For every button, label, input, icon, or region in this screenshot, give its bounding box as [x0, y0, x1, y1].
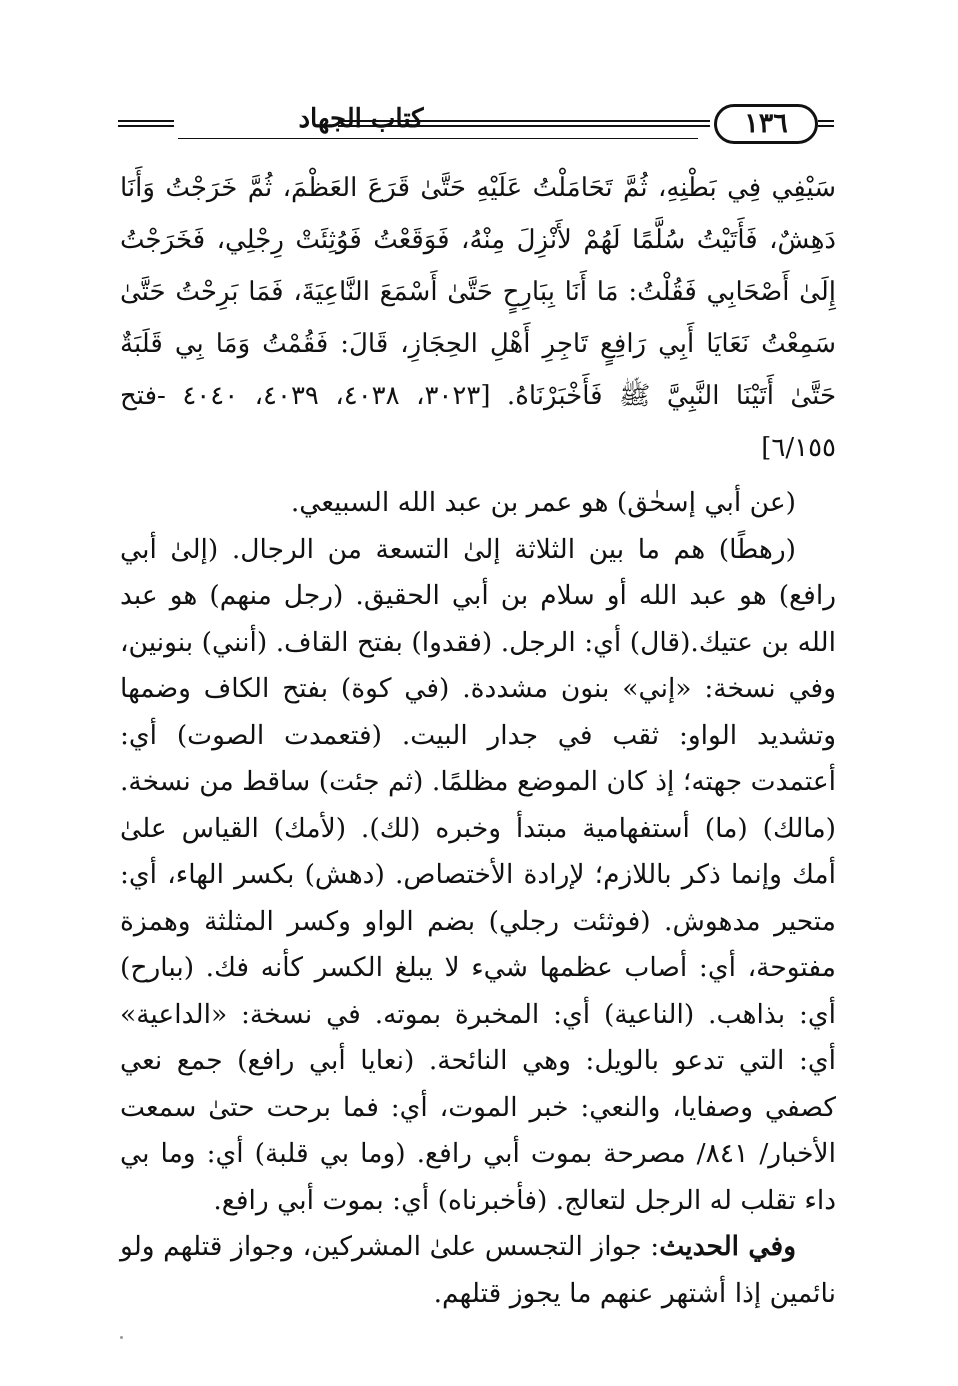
page-content [120, 162, 836, 1317]
header-rule-left [118, 120, 174, 127]
commentary-block [120, 480, 836, 1317]
conclusion-label: وفي الحديث [659, 1231, 796, 1262]
hadith-paragraph: سَيْفِي فِي بَطْنِهِ، ثُمَّ تَحَامَلْتُ عَلَيْهِ حَتَّىٰ قَرَعَ العَظْمَ، ثُمَّ خَرَجْتُ وَأَنَا دَهِشٌ، فَأَتَيْتُ سُلَّمًا لَهُمْ لأَنْزِلَ مِنْهُ، فَوَقَعْتُ فَوُثِئَتْ رِجْلِي، فَخَرَجْتُ إِلَىٰ أَصْحَابِي فَقُلْتُ: مَا أَنَا بِبَارِحٍ حَتَّىٰ أَسْمَعَ النَّاعِيَةَ، فَمَا بَرِحْتُ حَتَّىٰ سَمِعْتُ نَعَايَا أَبِي رَافِعٍ تَاجِرِ أَهْلِ الحِجَازِ، قَالَ: فَقُمْتُ وَمَا بِي قَلَبَةٌ حَتَّىٰ أَتَيْنَا النَّبِيَّ ﷺ فَأَخْبَرْنَاهُ. [٣٠٢٣، ٤٠٣٨، ٤٠٣٩، ٤٠٤٠ -فتح ٦/١٥٥] [120, 173, 837, 463]
conclusion-text: : جواز التجسس علىٰ المشركين، وجواز قتلهم ولو نائمين إذا أشتهر عنهم ما يجوز قتلهم. [120, 1231, 836, 1309]
conclusion-paragraph [120, 1224, 836, 1317]
commentary-paragraph: (عن أبي إسحٰق) هو عمر بن عبد الله السبيعي. [290, 487, 796, 518]
hadith-text-block [120, 162, 836, 474]
page-header [118, 100, 834, 152]
commentary-paragraph: (رهطًا) هم ما بين الثلاثة إلىٰ التسعة من الرجال. (إلىٰ أبي رافع) هو عبد الله أو سلام بن أبي الحقيق. (رجل منهم) هو عبد الله بن عتيك.(قال) أي: الرجل. (فقدوا) بفتح القاف. (أنني) بنونين، وفي نسخة: «إني» بنون مشددة. (في كوة) بفتح الكاف وضمها وتشديد الواو: ثقب في جدار البيت. (فتعمدت الصوت) أي: أعتمدت جهته؛ إذ كان الموضع مظلمًا. (ثم جئت) ساقط من نسخة. (مالك) (ما) أستفهامية مبتدأ وخبره (لك). (لأمك) القياس علىٰ أمك وإنما ذكر باللازم؛ لإرادة الأختصاص. (دهش) بكسر الهاء، أي: متحير مدهوش. (فوثئت رجلي) بضم الواو وكسر المثلثة وهمزة مفتوحة، أي: أصاب عظمها شيء لا يبلغ الكسر كأنه فك. (ببارح) أي: بذاهب. (الناعية) أي: المخبرة بموته. في نسخة: «الداعية» أي: التي تدعو بالويل: وهي النائحة. (نعايا أبي رافع) جمع نعي كصفي وصفايا، والنعي: خبر الموت، أي: فما برحت حتىٰ سمعت الأخبار/ ٨٤١/ مصرحة بموت أبي رافع. (وما بي قلبة) أي: وما بي داء تقلب له الرجل لتعالج. (فأخبرناه) أي: بموت أبي رافع. [120, 533, 837, 1216]
header-underline [178, 138, 698, 139]
header-rule-right [818, 120, 834, 127]
scan-dot [120, 1336, 123, 1339]
book-title: كتاب الجهاد [298, 104, 424, 134]
page-number: ١٣٦ [714, 104, 818, 144]
